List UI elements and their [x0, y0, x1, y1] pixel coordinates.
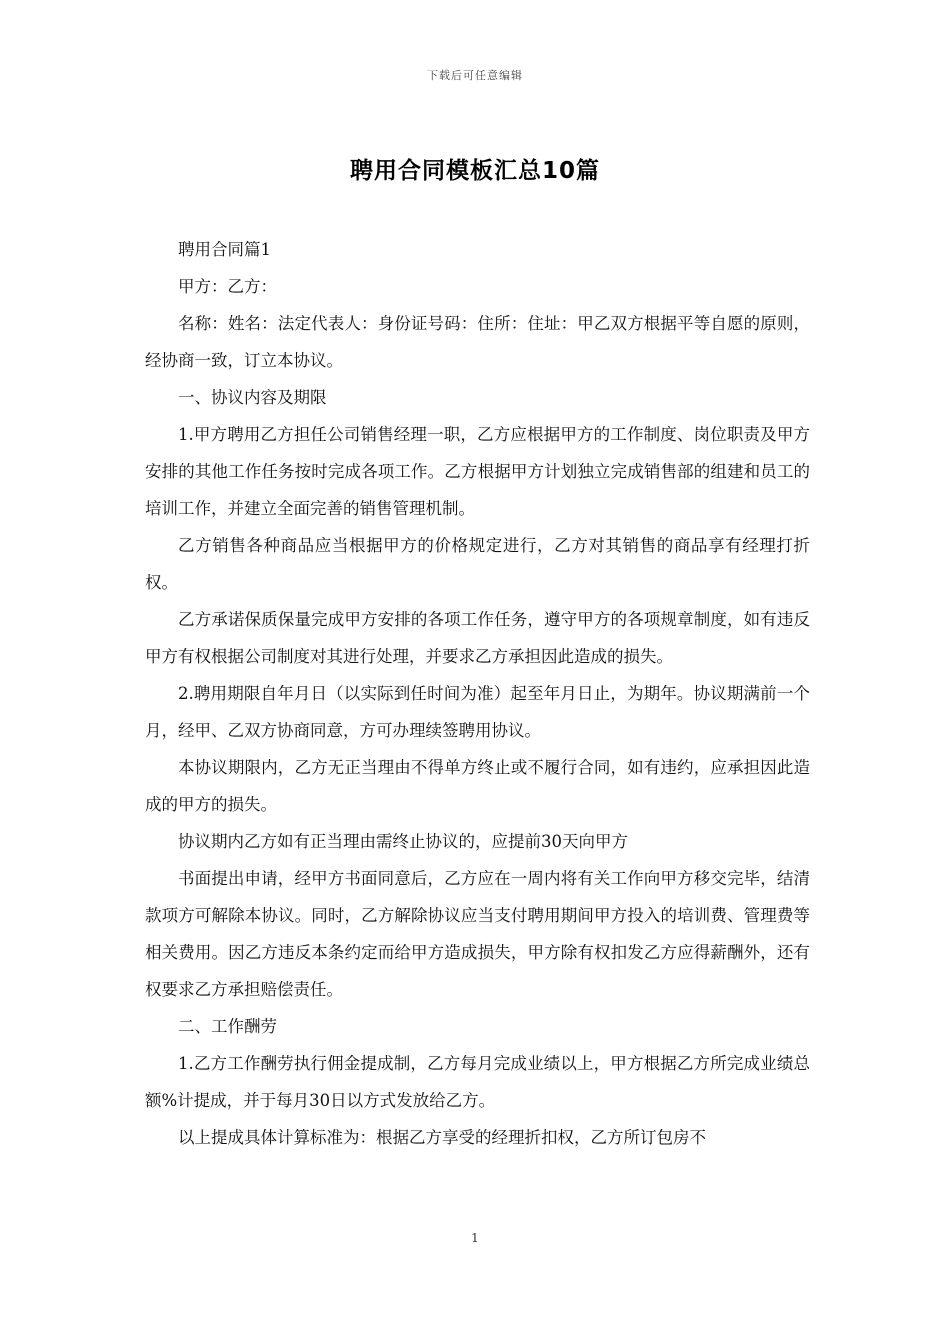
paragraph-clause-1-2: 2.聘用期限自年月日（以实际到任时间为准）起至年月日止，为期年。协议期满前一个月，经甲、乙双方协商同意，方可办理续签聘用协议。	[145, 684, 810, 740]
header-note: 下载后可任意编辑	[427, 69, 523, 82]
paragraph-clause-1-2-handover: 书面提出申请，经甲方书面同意后，乙方应在一周内将有关工作向甲方移交完毕，结清款项方可解除本协议。同时，乙方解除协议应当支付聘用期间甲方投入的培训费、管理费等相关费用。因乙方违反本条约定而给甲方造成损失，甲方除有权扣发乙方应得薪酬外，还有权要求乙方承担赔偿责任。	[145, 869, 810, 999]
paragraph-party-details: 名称：姓名：法定代表人：身份证号码：住所：住址：甲乙双方根据平等自愿的原则，经协商一致，订立本协议。	[145, 314, 810, 370]
paragraph-clause-1-1: 1.甲方聘用乙方担任公司销售经理一职，乙方应根据甲方的工作制度、岗位职责及甲方安排的其他工作任务按时完成各项工作。乙方根据甲方计划独立完成销售部的组建和员工的培训工作，并建立全面完善的销售管理机制。	[145, 425, 810, 518]
paragraph-clause-2-1-calculation: 以上提成具体计算标准为：根据乙方享受的经理折扣权，乙方所订包房不	[178, 1128, 706, 1147]
paragraph-parties: 甲方：乙方：	[178, 277, 277, 296]
paragraph-clause-heading-1: 一、协议内容及期限	[178, 388, 327, 407]
paragraph-clause-1-1-pricing: 乙方销售各种商品应当根据甲方的价格规定进行，乙方对其销售的商品享有经理打折权。	[145, 536, 810, 592]
paragraph-clause-1-2-notice: 协议期内乙方如有正当理由需终止协议的，应提前30天向甲方	[178, 832, 628, 851]
document-body	[145, 231, 810, 1156]
paragraph-clause-1-2-termination: 本协议期限内，乙方无正当理由不得单方终止或不履行合同，如有违约，应承担因此造成的甲方的损失。	[145, 758, 810, 814]
paragraph-clause-1-1-commitment: 乙方承诺保质保量完成甲方安排的各项工作任务，遵守甲方的各项规章制度，如有违反甲方有权根据公司制度对其进行处理，并要求乙方承担因此造成的损失。	[145, 610, 810, 666]
paragraph-clause-2-1: 1.乙方工作酬劳执行佣金提成制，乙方每月完成业绩以上，甲方根据乙方所完成业绩总额%计提成，并于每月30日以方式发放给乙方。	[145, 1054, 810, 1110]
paragraph-section-heading: 聘用合同篇1	[178, 240, 271, 259]
paragraph-clause-heading-2: 二、工作酬劳	[178, 1017, 277, 1036]
page-number: 1	[471, 1231, 479, 1245]
document-title: 聘用合同模板汇总10篇	[349, 158, 600, 184]
